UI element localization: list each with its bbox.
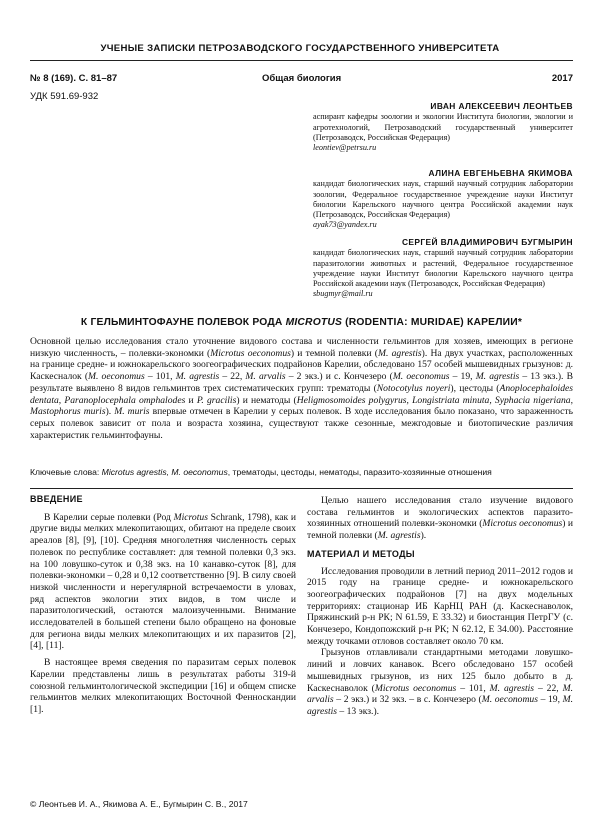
- text-run: , трематоды, цестоды, нематоды, паразито-хозяинные отношения: [227, 467, 492, 477]
- paragraph: [30, 657, 296, 716]
- text-run: впервые отмечен в Карелии у серых полевок. В ходе исследования было показано, что зараженность серых полевок зависит от пола и возраста хозяина, существуют также сезонные, межгодовые и биотопические различия характеристик гельминтофауны.: [30, 406, 573, 441]
- text-run: и: [185, 394, 197, 406]
- italic-text: P. gracilis: [196, 394, 237, 406]
- italic-text: Microtus oeconomus: [482, 518, 563, 530]
- author-affiliation: кандидат биологических наук, старший научный сотрудник лаборатории паразитологии животных и растений, Федеральное государственное учреждение науки Институт биологии Карельского научного центра Российской академии наук (Петрозаводск, Российская Федерация): [313, 248, 573, 289]
- right-column: [307, 495, 573, 718]
- udk-code: УДК 591.69-932: [30, 91, 99, 102]
- issue-number: № 8 (169). С. 81–87: [30, 73, 118, 84]
- section-heading-methods: МАТЕРИАЛ И МЕТОДЫ: [307, 548, 415, 559]
- italic-text: M. arvalis: [307, 682, 573, 706]
- issue-year: 2017: [551, 73, 573, 84]
- author-block-2: [313, 168, 573, 231]
- italic-text: M. agrestis: [175, 371, 220, 383]
- article-title: [30, 317, 573, 328]
- italic-text: M. oeconomus: [392, 371, 450, 383]
- italic-text: M. agrestis: [475, 371, 520, 383]
- text-run: – 22,: [219, 371, 246, 383]
- author-name: ИВАН АЛЕКСЕЕВИЧ ЛЕОНТЬЕВ: [430, 101, 573, 111]
- text-run: ). На двух участках, расположенных на границе средне- и южнокарельского зоогеографических подрайонов Карелии, обследовано 157 особей мышевидных грызунов: д. Каскесналок (: [30, 347, 573, 383]
- text-run: – 101,: [144, 371, 176, 383]
- paragraph: [307, 647, 573, 717]
- author-email: leontiev@petrsu.ru: [313, 143, 377, 153]
- text-run: Основной целью исследования стало уточнение видового состава и численности гельминтов для хозяев, имеющих в регионе низкую численность, – полевки-экономки (: [30, 336, 573, 359]
- text-run: – 2 экз.) и 32 экз. – в с. Кончезеро (: [333, 694, 482, 706]
- text-run: ) и темной полевки (: [290, 347, 379, 359]
- author-affiliation: аспирант кафедры зоологии и экологии Института биологии, экологии и агротехнологий, Петрозаводский государственный университет (Петрозаводск, Российская Федерация): [313, 112, 573, 142]
- text-run: – 19,: [537, 694, 563, 706]
- text-run: Целью нашего исследования стало изучение видового состава гельминтов и экологических аспектов паразито-хозяинных отношений полевки-экономки (: [307, 495, 573, 530]
- italic-text: M. oeconomus: [481, 694, 538, 706]
- keywords: [30, 467, 573, 478]
- author-name: СЕРГЕЙ ВЛАДИМИРОВИЧ БУГМЫРИН: [401, 237, 573, 247]
- abstract: [30, 336, 573, 441]
- text-run: ).: [105, 406, 115, 418]
- author-email: sbugmyr@mail.ru: [313, 289, 373, 299]
- title-part-2: (RODENTIA: MURIDAE) КАРЕЛИИ*: [342, 317, 523, 328]
- text-run: В настоящее время сведения по паразитам серых полевок Карелии представлены лишь в результатах работы 319-й союзной гельминтологической экспедиции [16] и общем списке гельминтов мелких млекопитающих Восточной Фенноскандии [1].: [30, 657, 296, 715]
- keywords-text: [102, 467, 492, 477]
- text-run: ) и нематоды (: [236, 394, 297, 406]
- italic-text: M. agrestis: [489, 682, 535, 694]
- section-heading-intro: ВВЕДЕНИЕ: [30, 494, 83, 504]
- text-run: Грызунов отлавливали стандартными методами ловушко-линий и ловчих канавок. Всего обследовано 157 особей мышевидных грызунов, из них 125 было добыто в д. Каскеснаволок (: [307, 647, 573, 694]
- author-block-1: [313, 101, 573, 153]
- paragraph: [30, 512, 296, 652]
- text-run: – 22,: [534, 682, 563, 694]
- italic-text: M. agrestis: [307, 694, 574, 717]
- author-name: АЛИНА ЕВГЕНЬЕВНА ЯКИМОВА: [428, 168, 573, 178]
- text-run: – 13 экз.).: [337, 705, 380, 717]
- title-part-1: К ГЕЛЬМИНТОФАУНЕ ПОЛЕВОК РОДА: [80, 317, 286, 328]
- copyright: © Леонтьев И. А., Якимова А. Е., Бугмырин С. В., 2017: [30, 799, 248, 809]
- author-affiliation: кандидат биологических наук, старший научный сотрудник лаборатории зоологии, Федеральное государственное учреждение науки Институт биологии Карельского научного центра Российской академии наук (Петрозаводск, Российская Федерация): [313, 179, 573, 220]
- text-run: ).: [420, 530, 427, 542]
- italic-text: M. muris: [114, 406, 150, 418]
- italic-text: Heligmosomoides polygyrus, Longistriata minuta, Syphacia nigeriana, Mastophorus muris: [30, 394, 573, 418]
- text-run: – 13 экз.). В результате выявлено 8 видов гельминтов трех систематических групп: трематоды (: [30, 371, 573, 394]
- author-email: ayak73@yandex.ru: [313, 220, 377, 230]
- paragraph: [307, 566, 573, 648]
- italic-text: Microtus oeconomus: [210, 347, 291, 359]
- left-column: [30, 494, 296, 716]
- text-run: – 101,: [456, 682, 490, 694]
- italic-text: M. agrestis: [377, 530, 421, 542]
- text-run: ), цестоды (: [450, 382, 500, 394]
- text-run: Исследования проводили в летний период 2011–2012 годов и 2015 году на границе средне- и южнокарельского зоогеографических подрайонов [7] на двух модельных территориях: стационар ИБ КарНЦ РАН (д. Каскеснаволок, Пряжинский р-н РК; N 61.59, E 33.32) и биостанция ПетрГУ (с. Кончезеро, Кондопожский р-н РК; N 62.12, E 34.00). Расстояние между точками отловов составляет около 70 км.: [307, 565, 573, 647]
- paragraph: [307, 495, 573, 542]
- title-genus: MICROTUS: [285, 317, 343, 328]
- journal-title: УЧЕНЫЕ ЗАПИСКИ ПЕТРОЗАВОДСКОГО ГОСУДАРСТВЕННОГО УНИВЕРСИТЕТА: [100, 43, 500, 54]
- text-run: Schrank, 1798), как и другие виды мелких млекопитающих, обитают на пределе своих ареалов [8], [9], [10]. Средняя многолетняя численность серых полевок по республике составляет: для темной полевки 0,3 экз. на 100 ловушко-суток и 0,38 экз. на 10 канавко-суток [8], для полевки-экономки – 0,28 и 0,12 соответственно [9]. В силу своей низкой численности и нерегулярной встречаемости в уловах, ряд аспектов экологии этих видов, в том числе и паразитологический, остаются малоизученными. Внимание исследователей в большей степени было обращено на фоновые для региона виды мелких млекопитающих и их паразитов [2], [4], [11].: [30, 511, 296, 652]
- author-block-3: [313, 237, 573, 300]
- italic-text: Microtus agrestis, M. oeconomus: [101, 467, 228, 477]
- section-name: Общая биология: [262, 73, 342, 84]
- italic-text: Microtus oeconomus: [374, 682, 457, 694]
- text-run: ) и темной полевки (: [307, 518, 573, 542]
- italic-text: M. agrestis: [378, 347, 422, 359]
- section-rule: [30, 488, 573, 489]
- italic-text: Microtus: [173, 511, 208, 523]
- italic-text: Notocotylus noyeri: [376, 382, 451, 394]
- italic-text: Anoplocephaloides dentata, Paranoplocephala omphalodes: [30, 382, 573, 406]
- italic-text: M. arvalis: [245, 371, 286, 383]
- italic-text: M. oeconomus: [88, 371, 145, 383]
- text-run: – 2 экз.) и с. Кончезеро (: [285, 371, 393, 383]
- text-run: – 19,: [449, 371, 476, 383]
- text-run: В Карелии серые полевки (Род: [44, 511, 174, 523]
- keywords-label: Ключевые слова:: [30, 467, 100, 477]
- header-rule: [30, 60, 573, 61]
